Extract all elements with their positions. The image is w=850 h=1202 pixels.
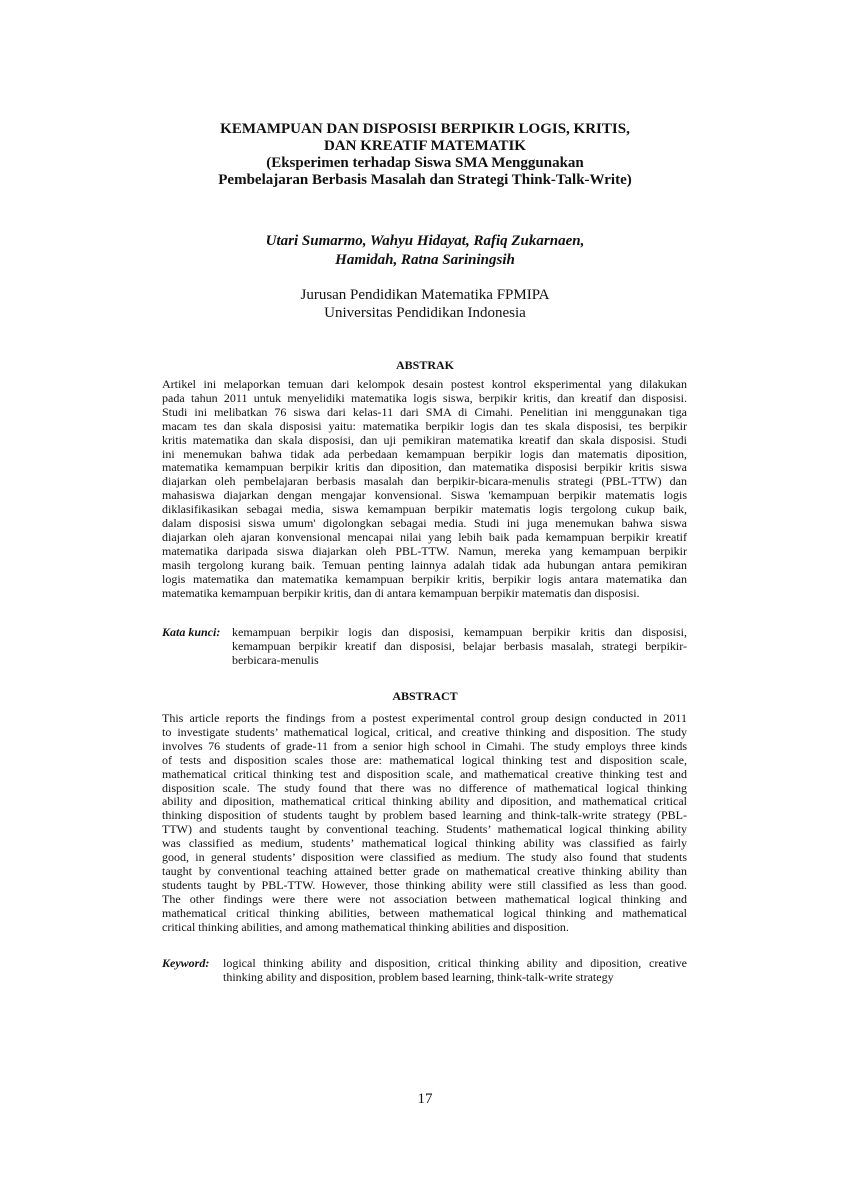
abstract-line: involves 76 students of grade-11 from a senior high school in Cimahi. The study employs three kinds bbox=[162, 738, 687, 753]
kata-kunci-line: kemampuan berpikir kreatif dan disposisi, belajar berbasis masalah, strategi berpikir- bbox=[232, 638, 687, 653]
abstract-line: taught by conventional teaching attained better grade on mathematical creative thinking ability than bbox=[162, 863, 687, 878]
kata-kunci-label: Kata kunci: bbox=[162, 625, 221, 639]
affiliation-line: Universitas Pendidikan Indonesia bbox=[324, 305, 526, 321]
title-line: DAN KREATIF MATEMATIK bbox=[324, 138, 526, 154]
abstract-line: good, in general students’ disposition were classified as medium. The study also found that students bbox=[162, 850, 687, 865]
abstrak-line: mahasiswa diajarkan dengan mengajar konvensional. Siswa 'kemampuan berpikir matematis logis bbox=[162, 488, 687, 503]
keyword-label: Keyword: bbox=[162, 956, 210, 970]
keyword-content bbox=[223, 957, 687, 985]
abstrak-line: diklasifikasikan sebagai media, siswa kemampuan berpikir matematis logis tergolong cukup baik, bbox=[162, 502, 687, 517]
abstrak-line: ini menemukan bahwa tidak ada perbedaan kemampuan berpikir logis dan matematis diposition, bbox=[162, 446, 687, 461]
page-number: 17 bbox=[417, 1091, 433, 1107]
abstract-line: This article reports the findings from a postest experimental control group design conducted in 2011 bbox=[162, 711, 687, 725]
kata-kunci-content bbox=[232, 626, 687, 668]
abstrak-line: diajarkan oleh ajaran konvensional mencapai nilai yang lebih baik pada kemampuan berpikir kreatif bbox=[162, 529, 687, 544]
title-line: Pembelajaran Berbasis Masalah dan Strategi Think-Talk-Write) bbox=[218, 172, 632, 188]
abstrak-line: diajarkan oleh pembelajaran berbasis masalah dan berpikir-bicara-menulis strategi (PBL-TTW) dan bbox=[162, 474, 687, 489]
abstract-line: disposition scale. The study found that there was no difference of mathematical logical thinking bbox=[162, 780, 687, 795]
keyword-line: thinking ability and disposition, problem based learning, think-talk-write strategy bbox=[223, 969, 614, 984]
abstract-line: thinking disposition of students taught by problem based learning and think-talk-write strategy (PBL- bbox=[162, 808, 687, 823]
abstrak-line: Artikel ini melaporkan temuan dari kelompok desain postest kontrol eksperimental yang dilakukan bbox=[162, 377, 687, 391]
abstract-line: critical thinking abilities, and among mathematical thinking abilities and disposition. bbox=[162, 919, 569, 934]
kata-kunci-line: kemampuan berpikir logis dan disposisi, kemampuan berpikir kritis dan disposisi, bbox=[232, 625, 687, 639]
abstract-line: of tests and disposition scales those are: mathematical logical thinking test and disposition scale, bbox=[162, 752, 687, 767]
abstract-heading: ABSTRACT bbox=[392, 689, 458, 703]
abstrak-heading: ABSTRAK bbox=[395, 358, 454, 372]
abstrak-line: masih tergolong kurang baik. Temuan penting lainnya adalah tidak ada hubungan antara pemikiran bbox=[162, 557, 687, 572]
abstrak-line: dalam disposisi siswa umum' digolongkan sebagai media. Studi ini juga menemukan bahwa siswa bbox=[162, 516, 687, 531]
abstrak-line: matematika kemampuan berpikir kritis, dan di antara kemampuan berpikir matematis dan disposisi. bbox=[162, 585, 640, 600]
paper-title bbox=[150, 121, 700, 189]
author-line: Utari Sumarmo, Wahyu Hidayat, Rafiq Zukarnaen, bbox=[265, 233, 585, 249]
title-line: (Eksperimen terhadap Siswa SMA Menggunakan bbox=[266, 155, 584, 171]
keyword-line: logical thinking ability and disposition, critical thinking ability and diposition, creative bbox=[223, 956, 687, 970]
abstract-line: ability and diposition, mathematical critical thinking ability and diposition, and mathematical critical bbox=[162, 794, 687, 809]
affiliation bbox=[150, 286, 700, 322]
title-line: KEMAMPUAN DAN DISPOSISI BERPIKIR LOGIS, KRITIS, bbox=[220, 121, 630, 137]
abstract-line: was classified as medium, students’ mathematical logical thinking ability was classified as fairly bbox=[162, 836, 687, 851]
abstrak-line: logis matematika dan matematika kemampuan berpikir kritis, berpikir logis antara matematika dan bbox=[162, 571, 687, 586]
abstrak-line: matematika daripada siswa diajarkan oleh PBL-TTW. Namun, mereka yang kemampuan berpikir bbox=[162, 543, 687, 558]
author-list bbox=[150, 232, 700, 270]
abstrak-body bbox=[162, 378, 687, 601]
abstract-line: to investigate students’ mathematical logical, critical, and creative thinking and disposition. The study bbox=[162, 724, 687, 739]
abstract-line: The other findings were there were not association between mathematical logical thinking and bbox=[162, 891, 687, 906]
abstrak-line: Studi ini melibatkan 76 siswa dari kelas-11 dari SMA di Cimahi. Penelitian ini menggunakan tiga bbox=[162, 404, 687, 419]
kata-kunci-line: berbicara-menulis bbox=[232, 652, 319, 667]
abstract-line: students taught by PBL-TTW. However, those thinking ability were still classified as less than good. bbox=[162, 877, 687, 892]
abstrak-line: macam tes dan skala disposisi yaitu: matematika berpikir logis dan tes skala disposisi, tes berpikir bbox=[162, 418, 687, 433]
abstrak-line: kritis matematika dan skala disposisi, dan uji pemikiran matematika kreatif dan skala disposisi. Studi bbox=[162, 432, 687, 447]
abstrak-line: matematika kemampuan berpikir kritis dan diposition, dan matematika disposisi berpikir kritis siswa bbox=[162, 460, 687, 475]
abstract-line: mathematical critical thinking abilities, between mathematical logical thinking and mathematical bbox=[162, 905, 687, 920]
abstrak-line: pada tahun 2011 untuk menyelidiki matematika logis siswa, berpikir kritis, dan kreatif dan disposisi. bbox=[162, 390, 687, 405]
affiliation-line: Jurusan Pendidikan Matematika FPMIPA bbox=[300, 287, 550, 303]
abstract-body bbox=[162, 712, 687, 935]
abstract-line: TTW) and students taught by conventional teaching. Students’ mathematical logical thinking ability bbox=[162, 822, 687, 837]
author-line: Hamidah, Ratna Sariningsih bbox=[335, 252, 515, 268]
abstract-line: mathematical critical thinking test and disposition scale, and mathematical creative thinking test and bbox=[162, 766, 687, 781]
